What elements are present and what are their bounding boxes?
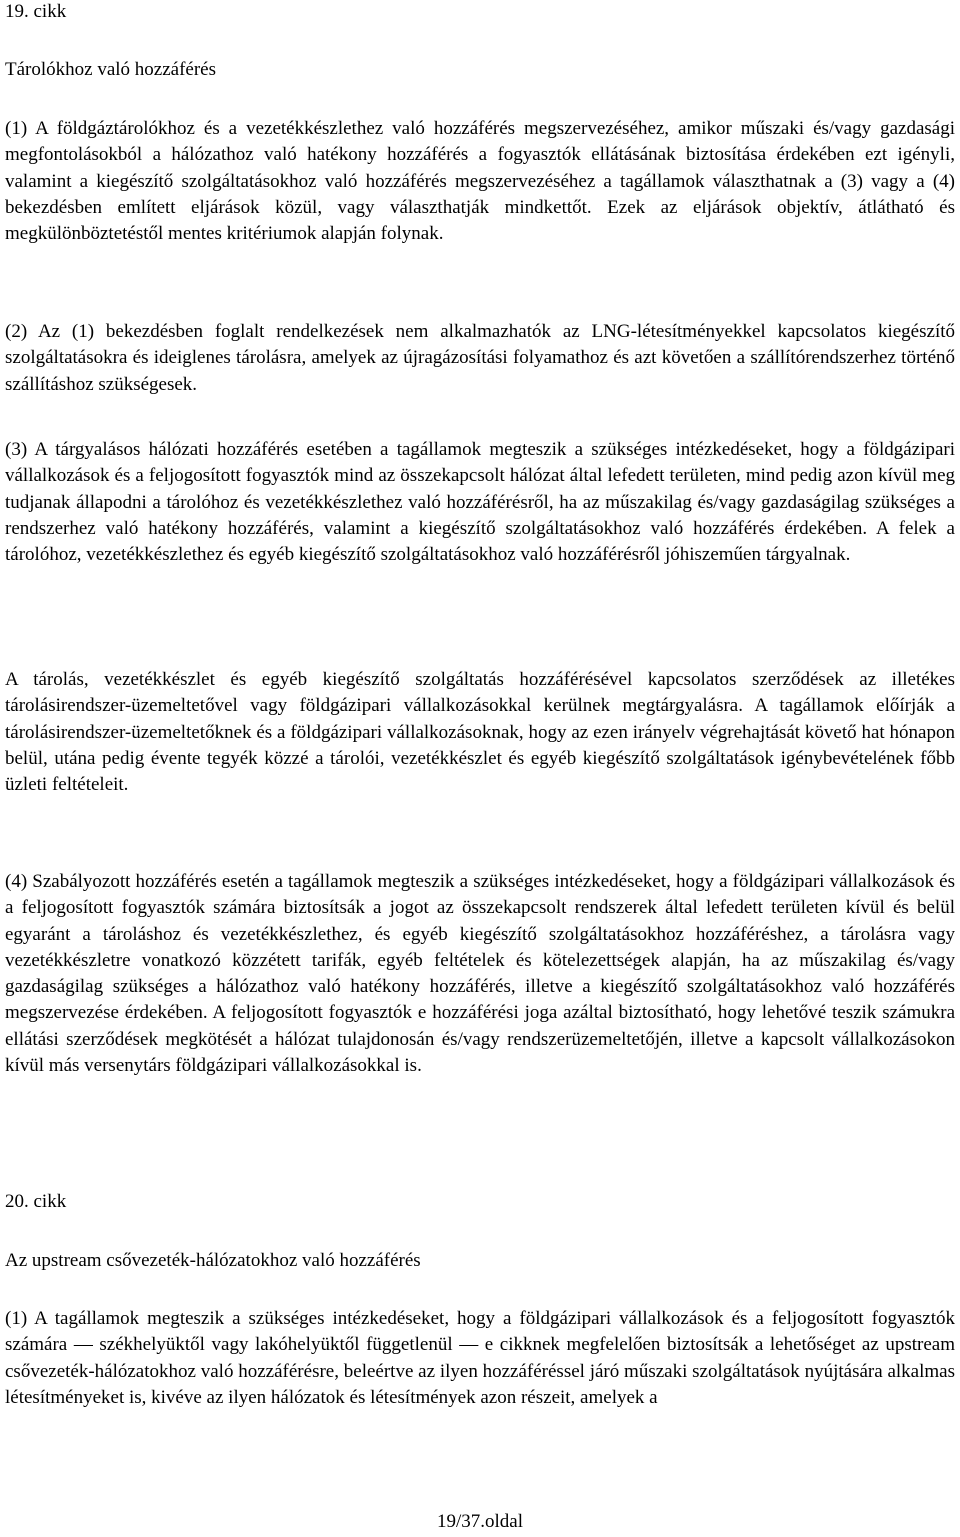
article-20-number: 20. cikk [5, 1191, 67, 1212]
article-19-paragraph-4: A tárolás, vezetékkészlet és egyéb kiegészítő szolgáltatás hozzáférésével kapcsolatos szerződések az illetékes tárolásirendszer-üzemeltetővel vagy földgázipari vállalkozásokkal kerülnek megtárgyalásra. A tagállamok előírják a tárolásirendszer-üzemeltetőknek és a földgázipari vállalkozásoknak, hogy az ezen irányelv végrehajtását követő hat hónapon belül, utána pedig évente tegyék közzé a tárolói, vezetékkészlet és egyéb kiegészítő szolgáltatások igénybevételének főbb üzleti feltételeit. [5, 669, 955, 796]
article-19-number: 19. cikk [5, 1, 67, 22]
article-20-paragraph-1: (1) A tagállamok megteszik a szükséges intézkedéseket, hogy a földgázipari vállalkozások és a feljogosított fogyasztók számára — székhelyüktől vagy lakóhelyüktől függetlenül — e cikknek megfelelően biztosítsák a lehetőséget az upstream csővezeték-hálózatokhoz való hozzáférésre, beleértve az ilyen hozzáféréssel járó műszaki szolgáltatások nyújtására alkalmas létesítményeket is, kivéve az ilyen hálózatok és létesítmények azon részeit, amelyek a [5, 1308, 955, 1408]
article-20-title: Az upstream csővezeték-hálózatokhoz való hozzáférés [5, 1250, 421, 1271]
article-19-paragraph-1: (1) A földgáztárolókhoz és a vezetékkészlethez való hozzáférés megszervezéséhez, amikor műszaki és/vagy gazdasági megfontolásokból a hálózathoz való hatékony hozzáférés a fogyasztók ellátásának biztosítása érdekében ezt igényli, valamint a kiegészítő szolgáltatásokhoz való hozzáférés megszervezéséhez a tagállamok választhatnak a (3) vagy a (4) bekezdésben említett eljárások közül, vagy választhatják mindkettőt. Ezek az eljárások objektív, átlátható és megkülönböztetéstől mentes kritériumok alapján folynak. [5, 118, 955, 245]
article-19-paragraph-2: (2) Az (1) bekezdésben foglalt rendelkezések nem alkalmazhatók az LNG-létesítményekkel kapcsolatos kiegészítő szolgáltatásokra és ideiglenes tárolásra, amelyek az újragázosítási folyamathoz és azt követően a szállítórendszerhez történő szállításhoz szükségesek. [5, 321, 955, 395]
article-19-paragraph-3: (3) A tárgyalásos hálózati hozzáférés esetében a tagállamok megteszik a szükséges intézkedéseket, hogy a földgázipari vállalkozások és a feljogosított fogyasztók mind az összekapcsolt hálózat által lefedett területen, mind pedig azon kívül meg tudjanak állapodni a tárolóhoz és vezetékkészlethez való hozzáférésről, ha az műszakilag és/vagy gazdaságilag szükséges a rendszerhez való hatékony hozzáférés, valamint a kiegészítő szolgáltatásokhoz való hozzáférés érdekében. A felek a tárolóhoz, vezetékkészlethez és egyéb kiegészítő szolgáltatásokhoz való hozzáférésről jóhiszeműen tárgyalnak. [5, 439, 955, 566]
article-19-paragraph-5: (4) Szabályozott hozzáférés esetén a tagállamok megteszik a szükséges intézkedéseket, hogy a földgázipari vállalkozások és a feljogosított fogyasztók számára biztosítsák a jogot az összekapcsolt rendszerek által lefedett területen kívül és belül egyaránt a tároláshoz és vezetékkészlethez, és egyéb kiegészítő szolgáltatásokhoz hozzáféréshez, a tárolásra vagy vezetékkészletre vonatkozó közzétett tarifák, egyéb feltételek és kötelezettségek alapján, ha az műszakilag és/vagy gazdaságilag szükséges a hálózathoz való hatékony hozzáférés, illetve a kiegészítő szolgáltatásokhoz való hozzáférés megszervezése érdekében. A feljogosított fogyasztók e hozzáférési joga azáltal biztosítható, hogy lehetővé teszik számukra ellátási szerződések megkötését a hálózat tulajdonosán és/vagy rendszerüzemeltetőjén, illetve a kapcsolt vállalkozásokon kívül más versenytárs földgázipari vállalkozásokkal is. [5, 871, 955, 1077]
page-number: 19/37.oldal [436, 1511, 524, 1532]
article-19-title: Tárolókhoz való hozzáférés [5, 59, 217, 80]
